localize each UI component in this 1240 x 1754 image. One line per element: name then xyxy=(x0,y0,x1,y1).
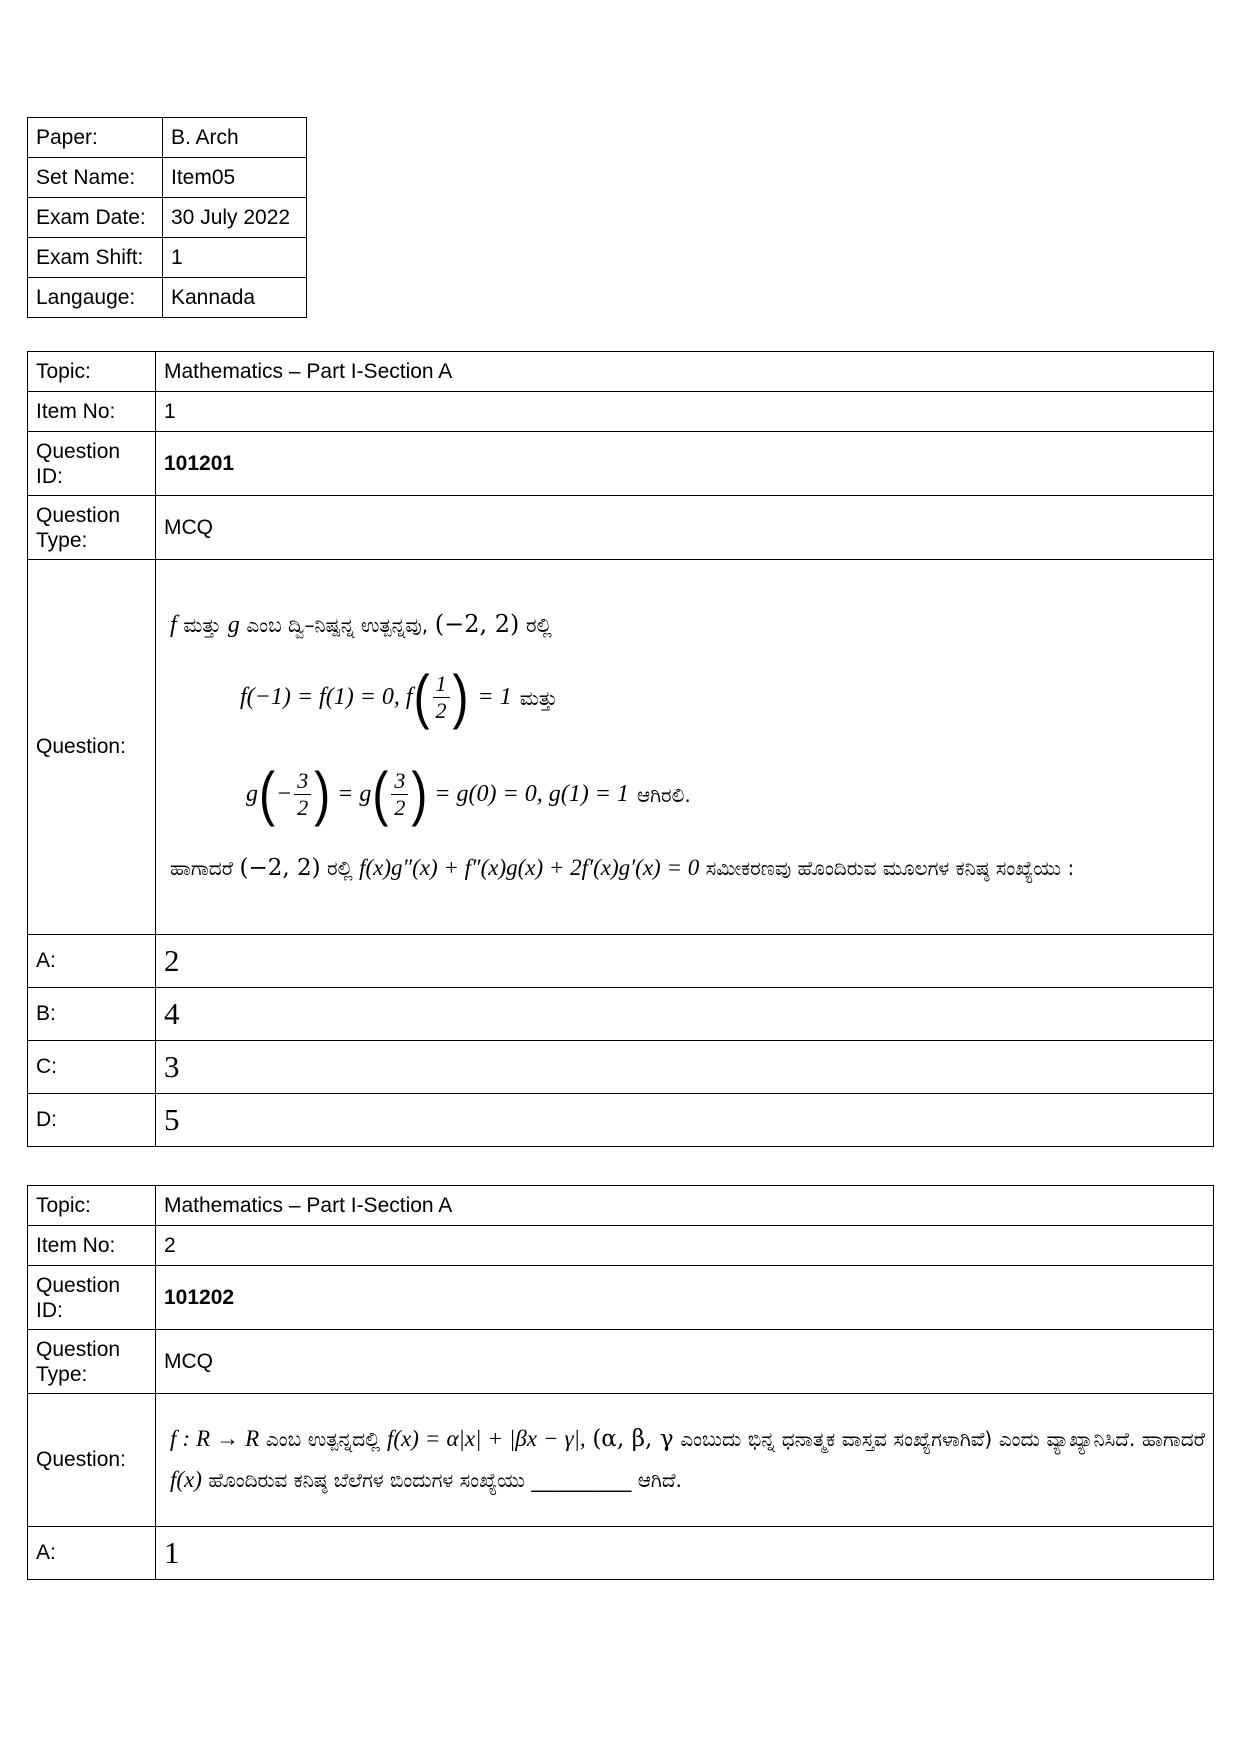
meta-row-exam-date xyxy=(28,198,307,238)
meta-row-exam-shift xyxy=(28,238,307,278)
kannada-text: ಹಾಗಾದರೆ xyxy=(170,856,234,880)
kannada-text: ರಲ್ಲಿ xyxy=(526,613,552,637)
option-c-label: C: xyxy=(28,1041,156,1094)
question-type-value: MCQ xyxy=(156,496,1214,560)
option-d-value: 5 xyxy=(156,1094,1214,1147)
question-paragraph xyxy=(170,1418,1205,1500)
question-table-1 xyxy=(27,351,1214,1147)
kannada-text: ಸಮೀಕರಣವು ಹೊಂದಿರುವ ಮೂಲಗಳ ಕನಿಷ್ಠ ಸಂಖ್ಯೆಯು : xyxy=(705,856,1075,880)
item-no-value: 2 xyxy=(156,1226,1214,1266)
kannada-text: ಹೊಂದಿರುವ ಕನಿಷ್ಠ ಬೆಲೆಗಳ ಬಿಂದುಗಳ ಸಂಖ್ಯೆಯು __________ ಆಗಿದೆ. xyxy=(208,1468,682,1492)
math-params: (α, β, γ xyxy=(592,1426,674,1452)
meta-value: 30 July 2022 xyxy=(163,198,307,238)
question-row xyxy=(28,560,1214,935)
eq2-g: g xyxy=(246,781,258,807)
meta-label: Exam Shift: xyxy=(28,238,163,278)
topic-row xyxy=(28,1186,1214,1226)
equation-2 xyxy=(246,760,1205,827)
question-table-2 xyxy=(27,1185,1214,1580)
fraction-numerator: 3 xyxy=(294,768,311,795)
meta-label: Paper: xyxy=(28,118,163,158)
question-label: Question: xyxy=(28,1394,156,1527)
fraction-numerator: 3 xyxy=(391,768,408,795)
math-f: f xyxy=(170,612,177,638)
option-c-value: 3 xyxy=(156,1041,1214,1094)
question-id-row xyxy=(28,1266,1214,1330)
topic-label: Topic: xyxy=(28,352,156,392)
kannada-text: ಎಂಬ ದ್ವಿ–ನಿಷ್ಪನ್ನ ಉತ್ಪನ್ನವು, xyxy=(246,613,429,637)
item-no-label: Item No: xyxy=(28,1226,156,1266)
option-d-label: D: xyxy=(28,1094,156,1147)
question-id-value: 101201 xyxy=(156,432,1214,496)
paren-close: ) xyxy=(452,663,469,730)
question-intro xyxy=(170,606,1205,643)
meta-value: Kannada xyxy=(163,278,307,318)
paren-open: ( xyxy=(372,760,389,827)
meta-value: B. Arch xyxy=(163,118,307,158)
option-b-label: B: xyxy=(28,988,156,1041)
paren-open: ( xyxy=(413,663,430,730)
topic-row xyxy=(28,352,1214,392)
option-a-value: 1 xyxy=(156,1527,1214,1580)
math-fx: f(x) xyxy=(170,1467,202,1492)
paren-close: ) xyxy=(314,760,331,827)
question-type-row xyxy=(28,496,1214,560)
eq1-left: f(−1) = f(1) = 0, f xyxy=(240,684,413,710)
fraction-denominator: 2 xyxy=(394,795,406,820)
paren-open: ( xyxy=(259,760,275,827)
math-equation: f(x)g″(x) + f″(x)g(x) + 2f′(x)g′(x) = 0 xyxy=(359,855,700,880)
fraction xyxy=(433,671,450,724)
meta-value: Item05 xyxy=(163,158,307,198)
math-mapping: f : R → R xyxy=(170,1426,260,1451)
kannada-text: ಆಗಿರಲಿ. xyxy=(636,782,691,807)
math-interval: (−2, 2) xyxy=(434,610,520,638)
item-no-value: 1 xyxy=(156,392,1214,432)
option-b-value: 4 xyxy=(156,988,1214,1041)
question-label: Question: xyxy=(28,560,156,935)
fraction-denominator: 2 xyxy=(435,698,447,723)
question-type-row xyxy=(28,1330,1214,1394)
option-row-a xyxy=(28,935,1214,988)
equation-1 xyxy=(240,663,1205,730)
meta-row-paper xyxy=(28,118,307,158)
fraction xyxy=(391,768,408,821)
question-id-row xyxy=(28,432,1214,496)
fraction xyxy=(294,768,311,821)
eq2-mid: = g xyxy=(337,781,372,807)
meta-row-language xyxy=(28,278,307,318)
kannada-text: ಮತ್ತು xyxy=(519,685,558,710)
option-a-label: A: xyxy=(28,935,156,988)
meta-value: 1 xyxy=(163,238,307,278)
question-type-label: Question Type: xyxy=(28,496,156,560)
eq2-minus: − xyxy=(275,781,293,807)
question-id-value: 101202 xyxy=(156,1266,1214,1330)
question-body xyxy=(156,560,1214,935)
question-type-value: MCQ xyxy=(156,1330,1214,1394)
item-no-row xyxy=(28,392,1214,432)
topic-label: Topic: xyxy=(28,1186,156,1226)
option-a-value: 2 xyxy=(156,935,1214,988)
paren-close: ) xyxy=(411,760,428,827)
meta-label: Exam Date: xyxy=(28,198,163,238)
topic-value: Mathematics – Part I-Section A xyxy=(156,352,1214,392)
math-g: g xyxy=(227,612,240,638)
option-row-c xyxy=(28,1041,1214,1094)
meta-label: Langauge: xyxy=(28,278,163,318)
kannada-text: ರಲ್ಲಿ xyxy=(327,856,353,880)
question-id-label: Question ID: xyxy=(28,432,156,496)
question-id-label: Question ID: xyxy=(28,1266,156,1330)
option-row-b xyxy=(28,988,1214,1041)
fraction-numerator: 1 xyxy=(433,671,450,698)
kannada-text: ಎಂಬ ಉತ್ಪನ್ನದಲ್ಲಿ xyxy=(265,1427,381,1451)
option-row-d xyxy=(28,1094,1214,1147)
question-paragraph xyxy=(170,847,1205,888)
item-no-label: Item No: xyxy=(28,392,156,432)
item-no-row xyxy=(28,1226,1214,1266)
eq2-right: = g(0) = 0, g(1) = 1 xyxy=(434,781,629,807)
kannada-text: ಎಂಬುದು ಭಿನ್ನ ಧನಾತ್ಮಕ ವಾಸ್ತವ ಸಂಖ್ಯೆಗಳಾಗಿವೆ) ಎಂದು ವ್ಯಾಖ್ಯಾನಿಸಿದೆ. ಹಾಗಾದರೆ xyxy=(680,1427,1206,1451)
fraction-denominator: 2 xyxy=(297,795,309,820)
kannada-text: ಮತ್ತು xyxy=(183,613,222,637)
meta-row-set-name xyxy=(28,158,307,198)
math-function: f(x) = α|x| + |βx − γ|, xyxy=(386,1426,586,1451)
meta-label: Set Name: xyxy=(28,158,163,198)
option-a-label: A: xyxy=(28,1527,156,1580)
question-body xyxy=(156,1394,1214,1527)
option-row-a xyxy=(28,1527,1214,1580)
question-type-label: Question Type: xyxy=(28,1330,156,1394)
exam-meta-table xyxy=(27,117,307,318)
math-interval: (−2, 2) xyxy=(239,855,321,881)
eq1-right: = 1 xyxy=(477,684,512,710)
topic-value: Mathematics – Part I-Section A xyxy=(156,1186,1214,1226)
question-row xyxy=(28,1394,1214,1527)
